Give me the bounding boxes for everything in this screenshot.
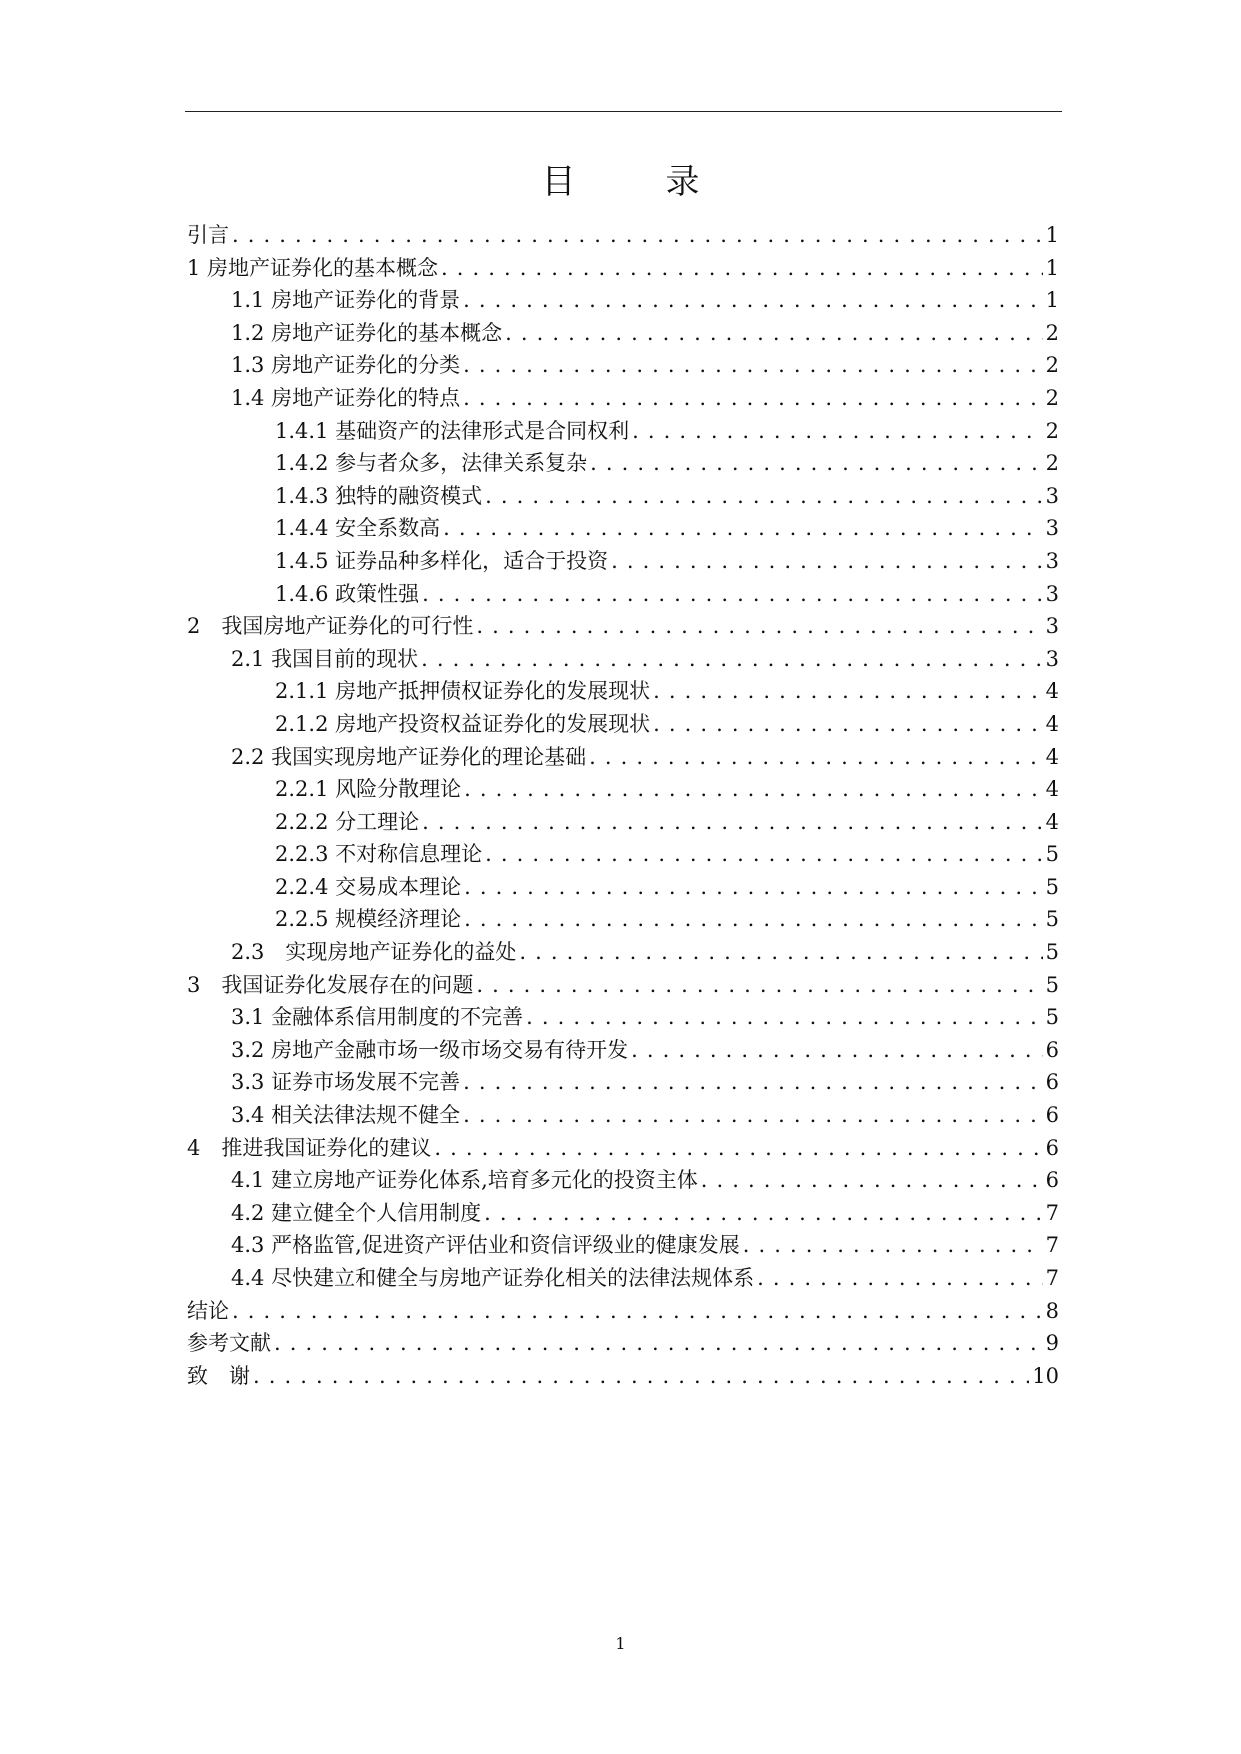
toc-entry[interactable]	[187, 838, 1059, 871]
dot-leader	[464, 871, 1043, 904]
toc-entry-page: 4	[1045, 679, 1059, 704]
dot-leader	[653, 708, 1043, 741]
toc-entry-title: 1.4.4 安全系数高	[275, 516, 441, 541]
toc-entry[interactable]	[187, 1295, 1059, 1328]
dot-leader	[422, 806, 1043, 839]
toc-entry[interactable]	[187, 741, 1059, 774]
toc-entry-title: 1.4 房地产证券化的特点	[231, 385, 461, 410]
toc-entry-title: 1.4.3 独特的融资模式	[275, 483, 483, 508]
toc-entry[interactable]	[187, 806, 1059, 839]
toc-entry[interactable]	[187, 773, 1059, 806]
toc-title: 目 录	[541, 162, 728, 202]
toc-entry[interactable]	[187, 871, 1059, 904]
toc-entry-page: 6	[1045, 1168, 1059, 1193]
toc-entry[interactable]	[187, 610, 1059, 643]
dot-leader	[484, 1197, 1043, 1230]
toc-entry[interactable]	[187, 578, 1059, 611]
dot-leader	[463, 284, 1043, 317]
toc-entry-page: 2	[1045, 353, 1059, 378]
dot-leader	[505, 317, 1043, 350]
dot-leader	[519, 936, 1042, 969]
toc-entry-title: 1.1 房地产证券化的背景	[231, 288, 461, 313]
toc-entry-title: 引言	[187, 223, 229, 247]
toc-entry-title: 1.4.2 参与者众多，法律关系复杂	[275, 451, 588, 476]
toc-entry[interactable]	[187, 480, 1059, 513]
toc-entry-page: 5	[1045, 874, 1059, 899]
dot-leader	[476, 610, 1042, 643]
toc-entry-title: 4.4 尽快建立和健全与房地产证券化相关的法律法规体系	[231, 1266, 755, 1290]
toc-entry-title: 1 房地产证券化的基本概念	[187, 255, 439, 280]
dot-leader	[463, 382, 1043, 415]
toc-entry-page: 7	[1045, 1233, 1059, 1258]
toc-entry-page: 2	[1045, 418, 1059, 443]
toc-entry-page: 1	[1045, 255, 1059, 280]
toc-entry-title: 2.3 实现房地产证券化的益处	[231, 940, 517, 965]
toc-entry-title: 2.2 我国实现房地产证券化的理论基础	[231, 744, 587, 769]
dot-leader	[526, 1001, 1043, 1034]
toc-entry[interactable]	[187, 317, 1059, 350]
toc-entry-page: 3	[1045, 548, 1059, 573]
dot-leader	[463, 349, 1043, 382]
toc-entry-title: 1.3 房地产证券化的分类	[231, 353, 461, 378]
toc-entry-page: 3	[1045, 483, 1059, 508]
dot-leader	[757, 1262, 1043, 1295]
toc-entry-page: 5	[1045, 907, 1059, 932]
toc-entry-page: 9	[1045, 1331, 1059, 1356]
toc-entry-page: 8	[1045, 1298, 1059, 1323]
dot-leader	[485, 838, 1043, 871]
toc-entry-title: 2.2.3 不对称信息理论	[275, 842, 483, 867]
toc-entry-page: 6	[1045, 1135, 1059, 1160]
toc-entry[interactable]	[187, 643, 1059, 676]
toc-entry-title: 结论	[187, 1298, 229, 1323]
toc-entry-title: 2.1 我国目前的现状	[231, 646, 419, 671]
toc-entry-title: 1.4.1 基础资产的法律形式是合同权利	[275, 418, 630, 443]
toc-entry-title: 2.2.2 分工理论	[275, 809, 420, 834]
toc-entry-page: 7	[1045, 1200, 1059, 1225]
toc-entry-page: 7	[1045, 1266, 1059, 1290]
dot-leader	[632, 415, 1043, 448]
dot-leader	[253, 1360, 1029, 1393]
toc-entry-page: 3	[1045, 516, 1059, 541]
toc-entry-title: 4.2 建立健全个人信用制度	[231, 1200, 482, 1225]
toc-entry-title: 2.2.4 交易成本理论	[275, 874, 462, 899]
dot-leader	[653, 675, 1043, 708]
dot-leader	[232, 1295, 1043, 1328]
toc-entry-page: 10	[1032, 1363, 1059, 1388]
toc-entry-title: 2.2.1 风险分散理论	[275, 777, 462, 802]
dot-leader	[463, 1099, 1043, 1132]
toc-entry[interactable]	[187, 1034, 1059, 1067]
toc-entry-page: 5	[1045, 842, 1059, 867]
toc-entry[interactable]	[187, 969, 1059, 1002]
toc-entry-title: 1.4.6 政策性强	[275, 581, 420, 606]
page-number: 1	[615, 1634, 626, 1653]
toc-entry[interactable]	[187, 447, 1059, 480]
dot-leader	[476, 969, 1042, 1002]
dot-leader	[464, 903, 1043, 936]
toc-entry[interactable]	[187, 252, 1059, 285]
toc-entry-page: 4	[1045, 777, 1059, 802]
toc-entry[interactable]	[187, 1229, 1059, 1262]
toc-entry-title: 参考文献	[187, 1331, 271, 1356]
dot-leader	[463, 1066, 1043, 1099]
toc-entry[interactable]	[187, 1099, 1059, 1132]
toc-entry[interactable]	[187, 1327, 1059, 1360]
toc-entry[interactable]	[187, 1197, 1059, 1230]
toc-entry-title: 3 我国证券化发展存在的问题	[187, 972, 474, 997]
toc-entry-title: 致 谢	[187, 1363, 250, 1388]
toc-entry[interactable]	[187, 415, 1059, 448]
toc-entry[interactable]	[187, 1360, 1059, 1393]
dot-leader	[441, 252, 1043, 285]
toc-entry-title: 3.1 金融体系信用制度的不完善	[231, 1005, 524, 1030]
toc-entry-page: 6	[1045, 1103, 1059, 1128]
toc-entry[interactable]	[187, 675, 1059, 708]
toc-entry[interactable]	[187, 349, 1059, 382]
dot-leader	[743, 1229, 1043, 1262]
dot-leader	[611, 545, 1043, 578]
header-rule	[185, 111, 1062, 112]
toc-entry[interactable]	[187, 284, 1059, 317]
toc-entry-title: 3.4 相关法律法规不健全	[231, 1103, 461, 1128]
toc-entry[interactable]	[187, 1001, 1059, 1034]
toc-entry-page: 5	[1045, 972, 1059, 997]
toc-entry-page: 2	[1045, 385, 1059, 410]
toc-entry-title: 3.2 房地产金融市场一级市场交易有待开发	[231, 1037, 629, 1062]
dot-leader	[631, 1034, 1043, 1067]
toc-entry-title: 2.1.2 房地产投资权益证券化的发展现状	[275, 711, 651, 736]
toc-entry-page: 4	[1045, 711, 1059, 736]
dot-leader	[274, 1327, 1043, 1360]
toc-entry-title: 4.3 严格监管,促进资产评估业和资信评级业的健康发展	[231, 1233, 740, 1258]
toc-entry-page: 4	[1045, 809, 1059, 834]
toc-entry-page: 5	[1045, 940, 1059, 965]
toc-entry-title: 2.2.5 规模经济理论	[275, 907, 462, 932]
toc-entry-title: 3.3 证券市场发展不完善	[231, 1070, 461, 1095]
dot-leader	[590, 447, 1043, 480]
toc-entry[interactable]	[187, 1262, 1059, 1295]
toc-entry-title: 4 推进我国证券化的建议	[187, 1135, 432, 1160]
toc-entry-page: 3	[1045, 581, 1059, 606]
table-of-contents	[187, 219, 1059, 1392]
dot-leader	[443, 512, 1043, 545]
dot-leader	[701, 1164, 1043, 1197]
toc-entry[interactable]	[187, 708, 1059, 741]
toc-entry-page: 6	[1045, 1037, 1059, 1062]
toc-entry-page: 6	[1045, 1070, 1059, 1095]
toc-entry[interactable]	[187, 936, 1059, 969]
toc-entry-title: 1.2 房地产证券化的基本概念	[231, 320, 503, 345]
toc-entry[interactable]	[187, 1066, 1059, 1099]
dot-leader	[434, 1132, 1042, 1165]
dot-leader	[464, 773, 1043, 806]
toc-entry[interactable]	[187, 903, 1059, 936]
dot-leader	[485, 480, 1043, 513]
dot-leader	[232, 219, 1043, 252]
toc-entry-page: 3	[1045, 614, 1059, 639]
toc-entry[interactable]	[187, 512, 1059, 545]
toc-entry-page: 1	[1045, 223, 1059, 247]
dot-leader	[421, 643, 1043, 676]
toc-entry-page: 4	[1045, 744, 1059, 769]
toc-entry[interactable]	[187, 382, 1059, 415]
toc-entry-page: 1	[1045, 288, 1059, 313]
toc-entry-page: 5	[1045, 1005, 1059, 1030]
toc-entry-title: 2.1.1 房地产抵押债权证券化的发展现状	[275, 679, 651, 704]
toc-entry[interactable]	[187, 1164, 1059, 1197]
toc-entry-title: 4.1 建立房地产证券化体系,培育多元化的投资主体	[231, 1168, 698, 1193]
toc-entry-title: 1.4.5 证券品种多样化，适合于投资	[275, 548, 609, 573]
toc-entry-title: 2 我国房地产证券化的可行性	[187, 614, 474, 639]
dot-leader	[422, 578, 1043, 611]
toc-entry[interactable]	[187, 1132, 1059, 1165]
dot-leader	[589, 741, 1043, 774]
toc-entry-page: 3	[1045, 646, 1059, 671]
toc-entry[interactable]	[187, 545, 1059, 578]
toc-entry[interactable]	[187, 219, 1059, 252]
toc-entry-page: 2	[1045, 451, 1059, 476]
toc-entry-page: 2	[1045, 320, 1059, 345]
